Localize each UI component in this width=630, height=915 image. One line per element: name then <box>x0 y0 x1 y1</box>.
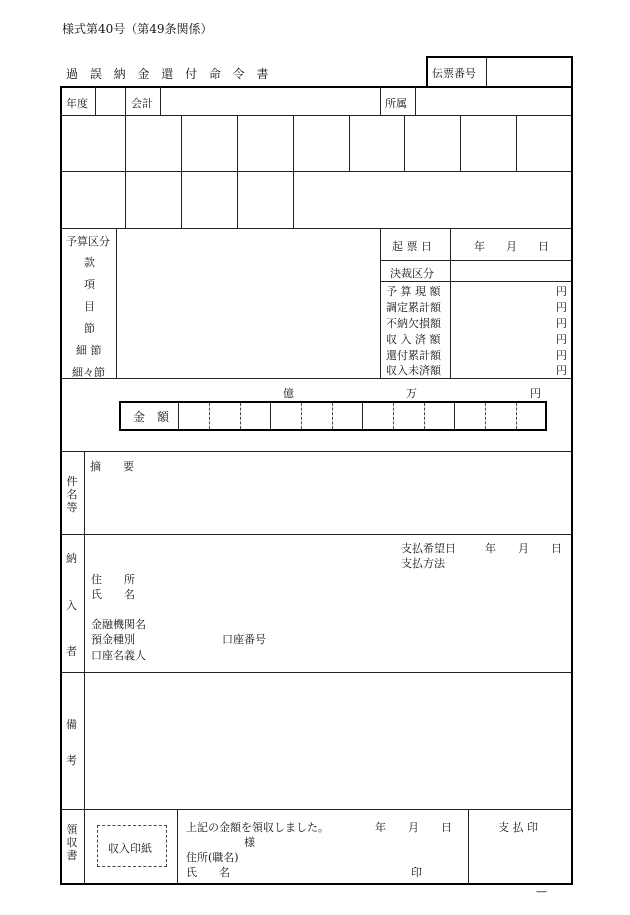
draft-date-label: 起 票 日 <box>392 240 432 253</box>
subject-side-label: 件名等 <box>66 475 78 514</box>
receipt-name-label: 氏 名 <box>186 866 230 879</box>
yen-unit-0: 円 <box>556 285 567 298</box>
yen-unit-3: 円 <box>556 333 567 346</box>
payment-method-label: 支払方法 <box>401 557 445 570</box>
amount-row-1: 調定累計額 <box>386 301 441 314</box>
summary-field[interactable] <box>86 474 571 532</box>
yen-unit-1: 円 <box>556 301 567 314</box>
unit-en: 円 <box>530 387 541 400</box>
remarks-side-1: 考 <box>66 754 77 767</box>
unit-man: 万 <box>406 387 417 400</box>
deposit-type-label: 預金種別 <box>91 633 135 646</box>
budget-label-4: 節 <box>84 322 95 335</box>
slip-number-label: 伝票番号 <box>432 67 476 80</box>
receipt-side-label: 領収書 <box>66 823 78 862</box>
amount-row-0: 予 算 現 額 <box>386 285 441 298</box>
footer-mark: — <box>536 885 547 898</box>
budget-label-6: 細々節 <box>72 366 105 379</box>
department-label: 所属 <box>385 97 407 110</box>
form-title: 過 誤 納 金 還 付 命 令 書 <box>66 67 273 81</box>
budget-label-2: 項 <box>84 278 95 291</box>
payee-side-2: 者 <box>66 645 77 658</box>
payment-seal-area[interactable] <box>470 836 570 882</box>
budget-code-field[interactable] <box>117 230 379 377</box>
decision-type-field[interactable] <box>451 262 571 280</box>
unit-oku: 億 <box>283 387 294 400</box>
budget-label-5: 細 節 <box>76 344 102 357</box>
budget-label-0: 予算区分 <box>66 235 110 248</box>
fiscal-year-field[interactable] <box>96 88 124 114</box>
desired-payment-date-label: 支払希望日 <box>401 542 456 555</box>
revenue-stamp-label: 収入印紙 <box>108 842 152 855</box>
seal-label: 印 <box>411 866 422 879</box>
amount-label: 金 額 <box>133 410 170 424</box>
receipt-date-field[interactable]: 年 月 日 <box>375 821 452 834</box>
slip-number-field[interactable] <box>488 58 570 86</box>
remarks-field[interactable] <box>86 674 571 807</box>
budget-label-3: 目 <box>84 300 95 313</box>
amount-row-2: 不納欠損額 <box>386 317 441 330</box>
budget-label-1: 款 <box>84 256 95 269</box>
yen-unit-4: 円 <box>556 349 567 362</box>
receipt-address-label: 住所(職名) <box>186 851 239 864</box>
account-holder-label: 口座名義人 <box>91 649 146 662</box>
amount-row-5: 収入未済額 <box>386 364 441 377</box>
payee-side-1: 入 <box>66 599 77 612</box>
decision-type-label: 決裁区分 <box>390 267 434 280</box>
name-label: 氏 名 <box>91 588 135 601</box>
received-text: 上記の金額を領収しました。 <box>186 821 329 834</box>
account-number-label: 口座番号 <box>222 633 266 646</box>
account-label: 会計 <box>131 97 153 110</box>
bank-label: 金融機関名 <box>91 618 146 631</box>
payee-name-field[interactable] <box>145 585 385 599</box>
department-field[interactable] <box>416 88 571 114</box>
account-field[interactable] <box>161 88 379 114</box>
remarks-side-0: 備 <box>66 718 77 731</box>
payee-side-0: 納 <box>66 552 77 565</box>
desired-payment-date-field[interactable]: 年 月 日 <box>485 542 562 555</box>
draft-date-field[interactable]: 年 月 日 <box>474 240 554 253</box>
form-number: 様式第40号（第49条関係） <box>62 22 213 36</box>
sama-label: 様 <box>244 836 255 849</box>
amount-row-4: 還付累計額 <box>386 349 441 362</box>
payment-seal-label: 支 払 印 <box>498 821 538 834</box>
yen-unit-2: 円 <box>556 317 567 330</box>
yen-unit-5: 円 <box>556 364 567 377</box>
fiscal-year-label: 年度 <box>66 97 88 110</box>
amount-row-3: 収 入 済 額 <box>386 333 441 346</box>
amount-field[interactable] <box>180 403 545 429</box>
payee-address-field[interactable] <box>145 570 385 584</box>
summary-label: 摘 要 <box>90 460 134 473</box>
address-label: 住 所 <box>91 573 135 586</box>
